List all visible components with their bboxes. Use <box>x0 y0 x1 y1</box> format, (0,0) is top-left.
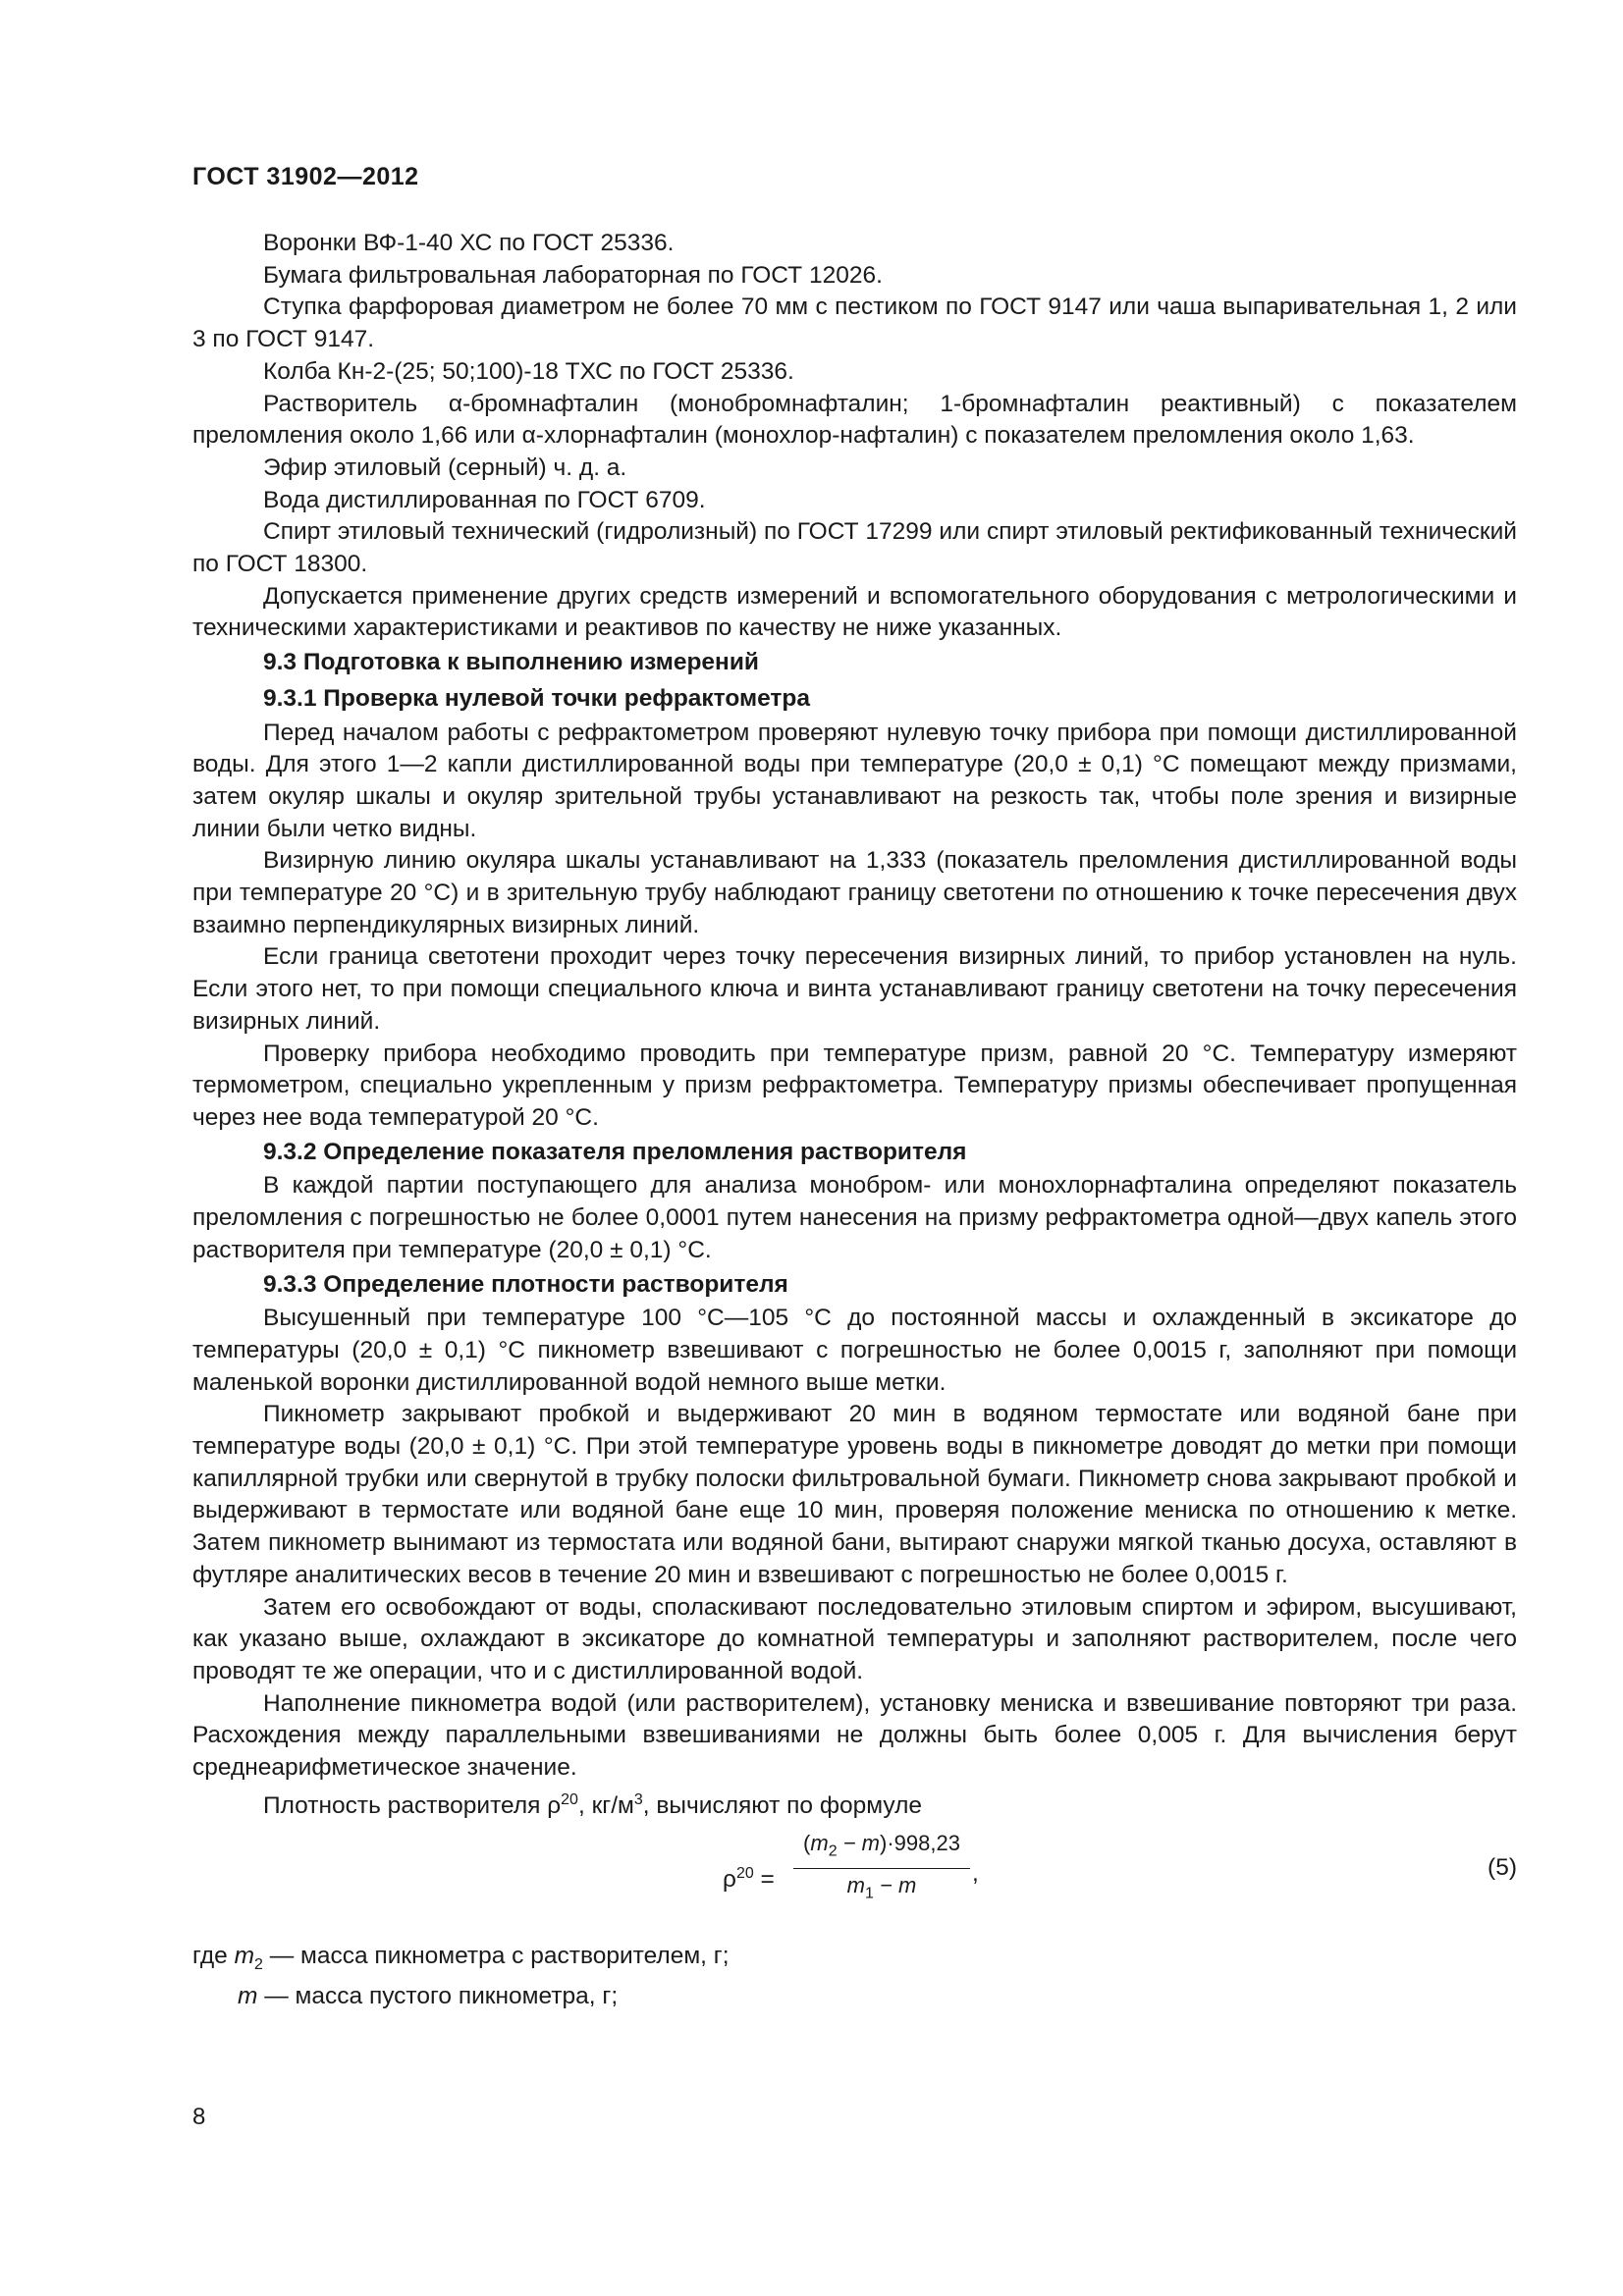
where-m2-symbol: m <box>234 1942 254 1969</box>
paragraph: Допускается применение других средств измерений и вспомогательного оборудования с метрологическими и техническими характеристиками и реактивов по качеству не ниже указанных. <box>192 582 1517 642</box>
where-line-m <box>192 1981 1517 2013</box>
where-lead: где <box>192 1942 235 1969</box>
paragraph: Колба Кн-2-(25; 50;100)-18 ТХС по ГОСТ 25336. <box>263 357 794 385</box>
section-heading-9-3-3: 9.3.3 Определение плотности растворителя <box>263 1270 788 1298</box>
var-m1-sub: 1 <box>865 1885 874 1902</box>
fraction-denominator <box>793 1869 970 1910</box>
paragraph: Наполнение пикнометра водой (или растворителем), установку мениска и взвешивание повторяют три раза. Расхождения между параллельными взвешиваниями не должны быть более 0,005 г. Для вычисления берут среднеарифметическое значение. <box>192 1689 1517 1782</box>
formula-intro-tail: , вычисляют по формуле <box>642 1791 923 1819</box>
formula-intro-text: Плотность растворителя ρ <box>263 1791 562 1819</box>
paragraph: Пикнометр закрывают пробкой и выдерживают 20 мин в водяном термостате или водяной бане при температуре воды (20,0 ± 0,1) °С. При этой температуре уровень воды в пикнометре доводят до метки при помощи капиллярной трубки или свернутой в трубку полоски фильтровальной бумаги. Пикнометр снова закрывают пробкой и выдерживают в термостате или водяной бане еще 10 мин, проверяя положение мениска по отношению к метке. Затем пикнометр вынимают из термостата или водяной бани, вытирают снаружи мягкой тканью досуха, оставляют в футляре аналитических весов в течение 20 мин и взвешивают с погрешностью не более 0,0015 г. <box>192 1401 1517 1588</box>
document-header: ГОСТ 31902—2012 <box>192 163 419 190</box>
paragraph: Эфир этиловый (серный) ч. д. а. <box>263 454 627 481</box>
paragraph: Перед началом работы с рефрактометром проверяют нулевую точку прибора при помощи дистиллированной воды. Для этого 1—2 капли дистиллированной воды при температуре (20,0 ± 0,1) °С помещают между призмами, затем окуляр шкалы и окуляр зрительной трубы устанавливают на резкость так, чтобы поле зрения и визирные линии были четко видны. <box>192 719 1517 842</box>
paragraph: Затем его освобождают от воды, споласкивают последовательно этиловым спиртом и эфиром, высушивают, как указано выше, охлаждают в эксикаторе до комнатной температуры и заполняют растворителем, после чего проводят те же операции, что и с дистиллированной водой. <box>192 1593 1517 1684</box>
minus-m: − m <box>837 1830 880 1855</box>
page-number: 8 <box>192 2104 206 2130</box>
fraction-numerator <box>793 1829 970 1869</box>
where-line-m2 <box>192 1941 1517 1982</box>
paragraph: Воронки ВФ-1-40 ХС по ГОСТ 25336. <box>263 230 675 256</box>
section-heading-9-3: 9.3 Подготовка к выполнению измерений <box>263 649 759 676</box>
den-minus-m: − m <box>873 1873 917 1897</box>
where-m2-desc: — масса пикнометра с растворителем, г; <box>262 1942 730 1969</box>
where-m-symbol: m <box>238 1983 258 2010</box>
formula-number: (5) <box>1488 1853 1517 1881</box>
section-heading-9-3-2: 9.3.2 Определение показателя преломления растворителя <box>263 1138 967 1165</box>
formula-intro-unit-sup: 3 <box>633 1790 643 1808</box>
formula-fraction <box>793 1829 970 1911</box>
formula-lhs <box>723 1858 775 1896</box>
paragraph: Высушенный при температуре 100 °С—105 °С до постоянной массы и охлажденный в эксикаторе до температуры (20,0 ± 0,1) °С пикнометр взвешивают с погрешностью не более 0,0015 г, заполняют при помощи маленькой воронки дистиллированной водой немного выше метки. <box>192 1305 1517 1396</box>
formula-intro-sup: 20 <box>561 1790 578 1808</box>
rho-sup: 20 <box>735 1864 754 1882</box>
equals-sign: = <box>753 1865 775 1893</box>
var-m1: m <box>846 1873 865 1897</box>
where-m-desc: — масса пустого пикнометра, г; <box>257 1983 619 2010</box>
paragraph: Вода дистиллированная по ГОСТ 6709. <box>263 486 706 513</box>
paragraph: Визирную линию окуляра шкалы устанавливают на 1,333 (показатель преломления дистиллированной воды при температуре 20 °С) и в зрительную трубу наблюдают границу светотени по отношению к точке пересечения двух взаимно перпендикулярных визирных линий. <box>192 847 1517 938</box>
formula-intro-unit: , кг/м <box>577 1791 634 1819</box>
main-content <box>192 228 1517 2013</box>
paragraph: Спирт этиловый технический (гидролизный) по ГОСТ 17299 или спирт этиловый ректификованный технический по ГОСТ 18300. <box>192 518 1517 578</box>
paren-open: ( <box>803 1830 811 1855</box>
paragraph: Растворитель α-бромнафталин (монобромнафталин; 1-бромнафталин реактивный) с показателем преломления около 1,66 или α-хлорнафталин (монохлор-нафталин) с показателем преломления около 1,63. <box>192 390 1517 450</box>
section-heading-9-3-1: 9.3.1 Проверка нулевой точки рефрактометра <box>263 684 811 712</box>
formula-5 <box>192 1829 1517 1925</box>
var-m2: m <box>810 1830 829 1855</box>
where-m2-sub: 2 <box>254 1955 263 1973</box>
paragraph: Ступка фарфоровая диаметром не более 70 мм с пестиком по ГОСТ 9147 или чаша выпаривательная 1, 2 или 3 по ГОСТ 9147. <box>192 294 1517 353</box>
formula-intro <box>192 1785 1517 1823</box>
paren-close-factor: )·998,23 <box>880 1830 960 1855</box>
var-m2-sub: 2 <box>828 1842 838 1859</box>
formula-comma: , <box>972 1859 979 1887</box>
paragraph: В каждой партии поступающего для анализа монобром- или монохлорнафталина определяют показатель преломления с погрешностью не более 0,0001 путем нанесения на призму рефрактометра одной—двух капель этого растворителя при температуре (20,0 ± 0,1) °С. <box>192 1172 1517 1263</box>
paragraph: Бумага фильтровальная лабораторная по ГОСТ 12026. <box>263 261 883 289</box>
rho-symbol: ρ <box>723 1865 736 1893</box>
where-block <box>192 1941 1517 2013</box>
paragraph: Если граница светотени проходит через точку пересечения визирных линий, то прибор установлен на нуль. Если этого нет, то при помощи специального ключа и винта устанавливают границу светотени на точку пересечения визирных линий. <box>192 943 1517 1035</box>
paragraph: Проверку прибора необходимо проводить при температуре призм, равной 20 °С. Температуру измеряют термометром, специально укрепленным у призм рефрактометра. Температуру призмы обеспечивает пропущенная через нее вода температурой 20 °С. <box>192 1040 1517 1131</box>
